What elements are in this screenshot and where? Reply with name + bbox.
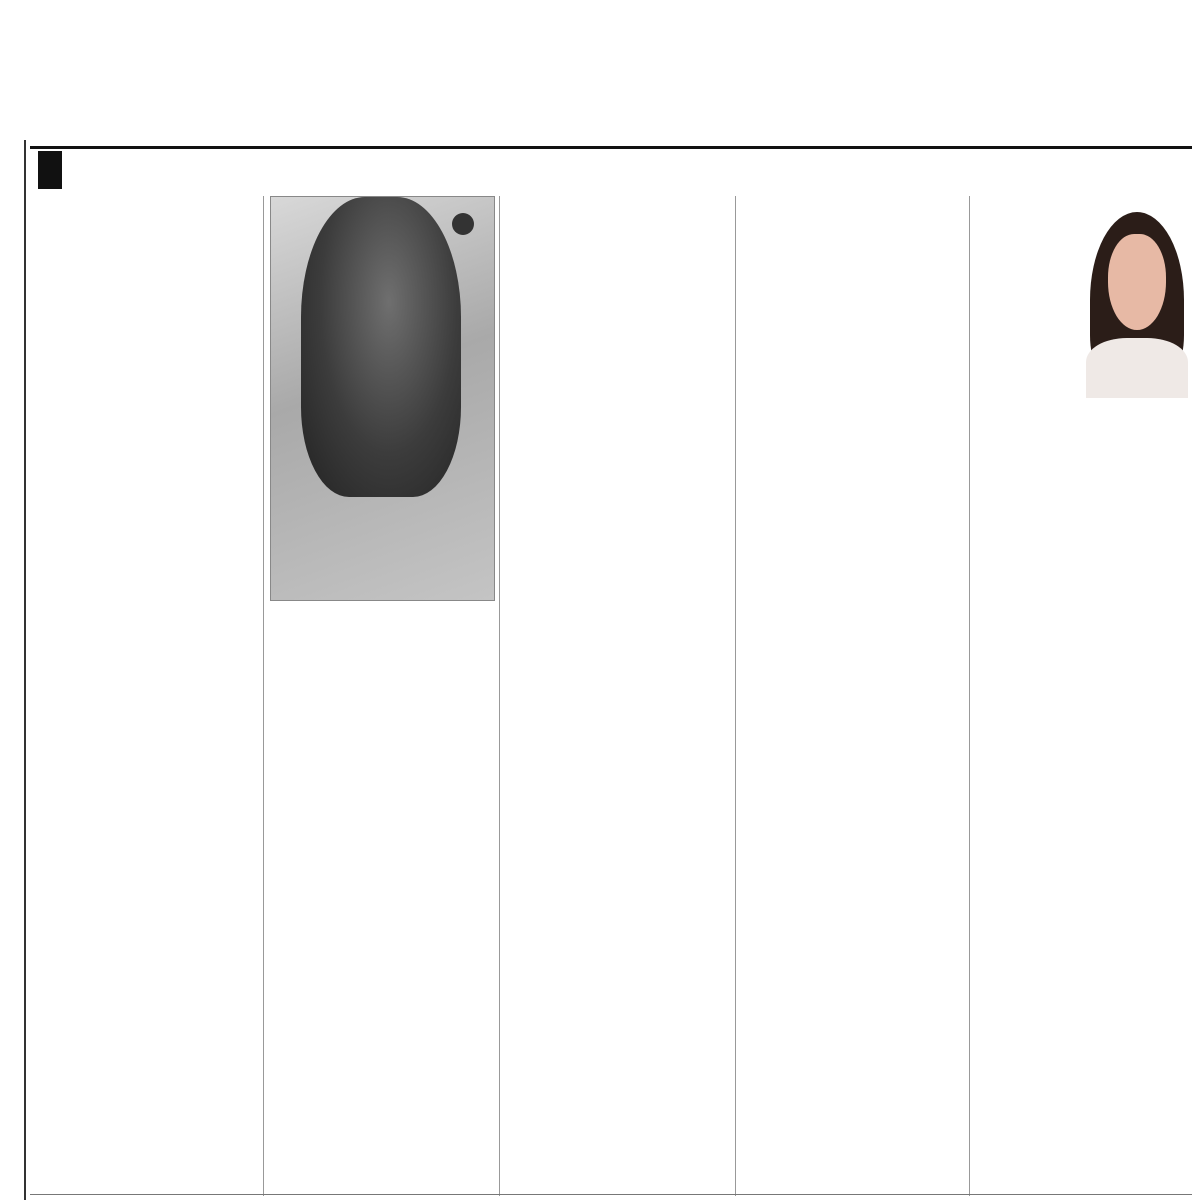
column-divider [499,196,500,1196]
column-divider [735,196,736,1196]
newspaper-page [30,140,1192,1200]
article-column-1 [38,196,258,1200]
article-column-2 [270,606,495,1200]
left-margin-fragments [0,150,22,1200]
column-divider [263,196,264,1196]
column-divider [969,196,970,1196]
book-cover-image [270,196,495,601]
article-column-5 [974,552,1192,1200]
section-label [38,151,62,189]
article-column-3 [504,196,730,1200]
divider [24,140,26,1200]
reviewer-photo [1082,198,1192,398]
header-bar [30,146,1192,188]
article-column-4 [740,196,964,1200]
bottom-rule [30,1194,1192,1200]
publisher-logo-icon [452,213,474,235]
author-portrait [301,197,461,497]
